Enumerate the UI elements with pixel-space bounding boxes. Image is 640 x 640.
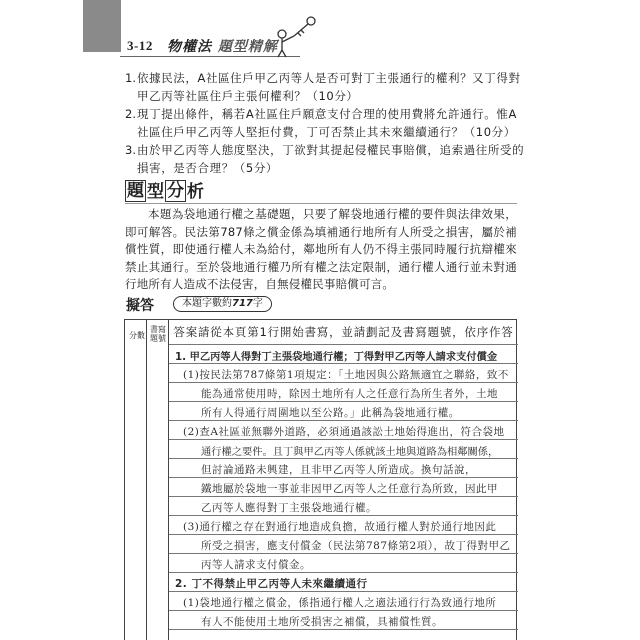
question-number-column [147, 320, 169, 640]
answer-line: 乙丙等人應得對丁主張袋地通行權。 [201, 502, 377, 514]
question-list [125, 69, 525, 177]
qno-column-header: 書寫題號 [150, 325, 166, 343]
answer-line: (2)查A社區並無聯外道路，必須通過該訟土地始得進出，符合袋地 [183, 426, 505, 438]
question-number: 2. [125, 107, 136, 121]
heading-char: 分 [167, 181, 184, 201]
key-figure-icon [268, 10, 318, 60]
word-count-badge [173, 296, 272, 312]
sheet-rule [169, 401, 518, 402]
answer-line: 1. 甲乙丙等人得對丁主張袋地通行權；丁得對甲乙丙等人請求支付償金 [175, 351, 498, 363]
question-item [125, 69, 525, 105]
page-number: 3-12 [127, 38, 153, 53]
sheet-rule [169, 477, 518, 478]
question-item [125, 105, 525, 141]
sheet-rule [169, 458, 518, 459]
analysis-paragraph: 本題為袋地通行權之基礎題，只要了解袋地通行權的要件與法律效果，即可解答。民法第787條之償金係為填補通行地所有人所受之損害，屬於補償性質，即使通行權人未為給付，鄰地所有人仍不得主張同時履行抗辯權來禁止其通行。至於袋地通行權乃所有權之法定限制，通行權人通行並未對通行地所有人造成不法侵害，自無侵權民事賠償可言。 [125, 207, 517, 291]
sheet-rule [169, 382, 518, 383]
answer-line: 能為通常使用時，除因土地所有人之任意行為所生者外，土地 [201, 388, 498, 400]
heading-char: 析 [187, 182, 204, 202]
answer-line: 所受之損害，應支付償金（民法第787條第2項），故丁得對甲乙 [201, 540, 511, 552]
sheet-rule [169, 610, 518, 611]
sheet-rule [169, 496, 518, 497]
word-count-value: 717 [232, 298, 253, 309]
answer-line: 丙等人請求支付償金。 [201, 559, 311, 571]
sheet-rule [169, 420, 518, 421]
score-column [125, 320, 147, 640]
question-number: 3. [125, 143, 136, 157]
answer-label: 擬答 [126, 298, 154, 314]
book-title-main: 物權法 [167, 39, 212, 55]
answer-line: (3)通行權之存在對通行地造成負擔，故通行權人對於通行地因此 [183, 521, 497, 533]
sheet-rule [169, 553, 518, 554]
question-number: 1. [125, 71, 136, 85]
answer-line: 2. 丁不得禁止甲乙丙等人未來繼續通行 [175, 578, 368, 590]
question-text: 依據民法，A社區住戶甲乙丙等人是否可對丁主張通行的權利？又丁得對甲乙丙等社區住戶主張何權利？（10分） [137, 71, 521, 103]
page-corner-tab [83, 0, 121, 52]
answer-line: (1)按民法第787條第1項規定：「土地因與公路無適宜之聯絡，致不 [183, 369, 509, 381]
score-column-header: 分數 [129, 331, 145, 340]
sheet-rule [169, 515, 518, 516]
answer-line: 鐵地屬於袋地一事並非因甲乙丙等人之任意行為所致，因此甲 [201, 483, 498, 495]
sheet-rule [169, 572, 518, 573]
answer-line: 所有人得通行周圍地以至公路。」此稱為袋地通行權。 [201, 407, 460, 419]
heading-char: 型 [147, 182, 164, 202]
book-series-title: 題型精解 [217, 39, 278, 55]
answer-sheet [124, 319, 517, 640]
section-underline [125, 203, 517, 204]
book-title [167, 36, 278, 56]
sheet-rule [169, 534, 518, 535]
section-heading-analysis [125, 180, 205, 202]
answer-line: 有人不能使用土地所受損害之補償，具補償性質。 [201, 616, 443, 628]
question-item [125, 141, 525, 177]
sheet-rule [169, 363, 518, 364]
answer-line: 通行權之要件。且丁與甲乙丙等人係就該土地與道路為相鄰關係， [201, 446, 499, 458]
sheet-rule [169, 629, 518, 630]
sheet-instruction: 答案請從本頁第1行開始書寫，並請劃記及書寫題號，依序作答 [173, 325, 514, 339]
heading-char: 題 [127, 181, 144, 201]
sheet-rule [169, 344, 518, 345]
question-text: 由於甲乙丙等人態度堅決，丁欲對其提起侵權民事賠償，追索過往所受的損害，是否合理？（5分） [137, 143, 525, 175]
answer-line: 但討論通路未興建，且非甲乙丙等人所造成。換句話說， [201, 464, 476, 476]
sheet-rule [169, 439, 518, 440]
word-count-prefix: 本題字數約 [182, 298, 232, 309]
question-text: 現丁提出條件，稱若A社區住戶願意支付合理的使用費將允許通行。惟A社區住戶甲乙丙等人堅拒付費，丁可否禁止其未來繼續通行？（10分） [137, 107, 517, 139]
word-count-suffix: 字 [252, 298, 263, 309]
answer-line: (1)袋地通行權之償金，係指通行權人之適法通行行為致通行地所 [183, 597, 497, 609]
sheet-rule [169, 591, 518, 592]
